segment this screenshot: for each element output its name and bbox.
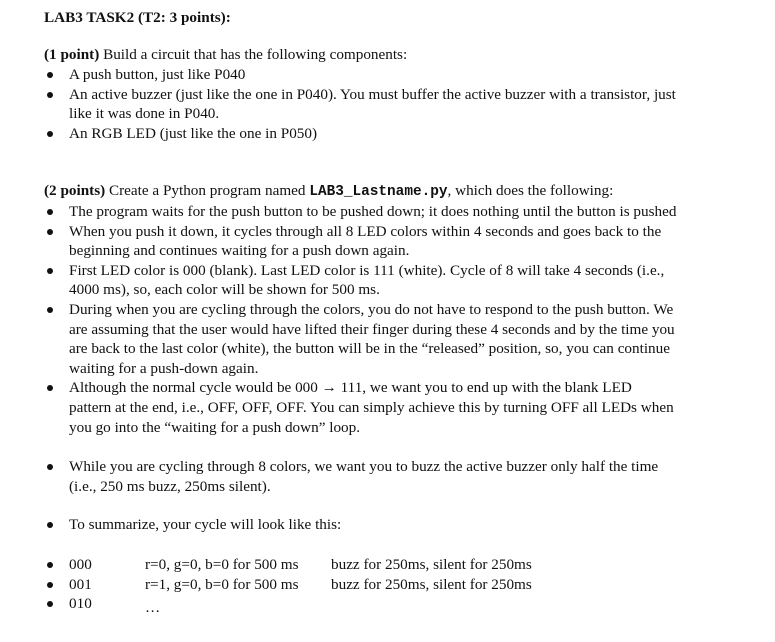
list-item-text: During when you are cycling through the colors, you do not have to respond to the push button. We <box>69 300 674 318</box>
part2-points: (2 points) <box>44 182 106 199</box>
ellipsis: … <box>145 599 161 616</box>
list-item <box>44 261 744 300</box>
list-item <box>44 124 744 144</box>
part2-intro-text: Create a Python program named <box>105 182 310 199</box>
list-item-text: Although the normal cycle would be 000 → 111, we want you to end up with the blank LED <box>69 379 632 397</box>
part1-intro <box>44 45 407 65</box>
list-item <box>44 378 744 437</box>
list-item <box>44 202 744 222</box>
part1-points: (1 point) <box>44 46 100 63</box>
list-item-text: To summarize, your cycle will look like this: <box>69 516 342 533</box>
list-item-text: An RGB LED (just like the one in P050) <box>69 124 318 142</box>
color-code: 000 <box>69 556 92 573</box>
list-item <box>44 515 744 535</box>
list-item-text: pattern at the end, i.e., OFF, OFF, OFF. You can simply achieve this by turning OFF all LEDs when <box>69 398 674 416</box>
buzz-pattern: buzz for 250ms, silent for 250ms <box>331 556 532 573</box>
list-item-text: waiting for a push-down again. <box>69 359 259 377</box>
summary-intro-list <box>44 515 744 535</box>
list-item-text: When you push it down, it cycles through all 8 LED colors within 4 seconds and goes back to the <box>69 222 662 240</box>
buzz-list <box>44 457 744 496</box>
list-item-text: are back to the last color (white), the button will be in the “released” position, so, you can continue <box>69 340 670 358</box>
program-filename: LAB3_Lastname.py <box>309 184 448 200</box>
color-code: 001 <box>69 575 92 593</box>
list-item <box>44 222 744 261</box>
list-item <box>44 457 744 496</box>
list-item-text: 4000 ms), so, each color will be shown for 500 ms. <box>69 281 380 299</box>
list-item-text: you go into the “waiting for a push down” loop. <box>69 418 361 436</box>
list-item-text: (i.e., 250 ms buzz, 250ms silent). <box>69 477 271 495</box>
list-item-text: like it was done in P040. <box>69 105 220 123</box>
part2-intro <box>44 181 613 203</box>
list-item-text: While you are cycling through 8 colors, we want you to buzz the active buzzer only half the time <box>69 458 659 475</box>
part1-list <box>44 65 744 143</box>
color-code: 010 <box>69 595 92 613</box>
part1-intro-text: Build a circuit that has the following components: <box>99 46 408 63</box>
list-item <box>44 65 744 85</box>
list-item-text: A push button, just like P040 <box>69 66 246 83</box>
list-item-text: The program waits for the push button to be pushed down; it does nothing until the button is pushed <box>69 203 677 220</box>
list-item-text: First LED color is 000 (blank). Last LED color is 111 (white). Cycle of 8 will take 4 seconds (i.e., <box>69 261 665 279</box>
list-item <box>44 300 744 378</box>
list-item-text: An active buzzer (just like the one in P040). You must buffer the active buzzer with a transistor, just <box>69 85 676 103</box>
list-item <box>44 85 744 124</box>
list-item-text: beginning and continues waiting for a push down again. <box>69 242 410 260</box>
buzz-pattern: buzz for 250ms, silent for 250ms <box>331 575 532 593</box>
rgb-values: r=0, g=0, b=0 for 500 ms <box>145 556 299 573</box>
part2-list <box>44 202 744 437</box>
part2-intro-tail: , which does the following: <box>447 182 614 199</box>
summary-row <box>44 555 744 575</box>
rgb-values: r=1, g=0, b=0 for 500 ms <box>145 575 299 593</box>
page-title: LAB3 TASK2 (T2: 3 points): <box>44 9 231 26</box>
summary-row <box>44 575 744 595</box>
list-item-text: are assuming that the user would have lifted their finger during these 4 seconds and by the time you <box>69 320 675 338</box>
